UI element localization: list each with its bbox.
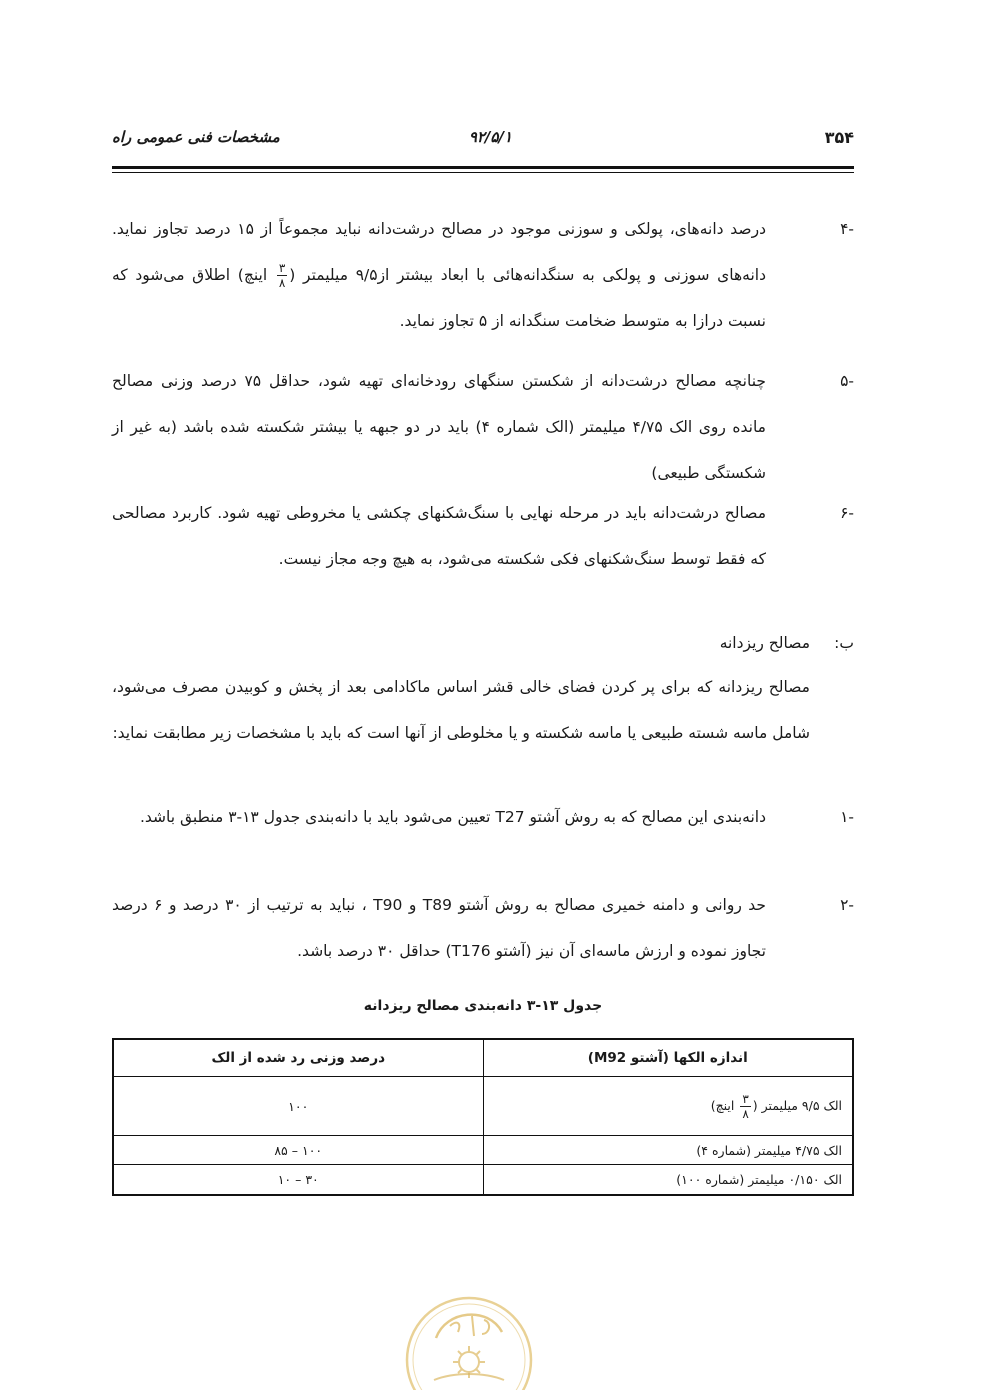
table-row bbox=[113, 1165, 853, 1196]
list-item bbox=[112, 794, 854, 840]
table-row bbox=[113, 1136, 853, 1165]
table-row bbox=[113, 1077, 853, 1136]
item-text: حد روانی و دامنه خمیری مصالح به روش آشتو T89 و T90 ، نباید به ترتیب از ۳۰ درصد و ۶ درصد تجاوز نموده و ارزش ماسه‌ای آن نیز (آشتو T176) حداقل ۳۰ درصد باشد. bbox=[112, 896, 766, 960]
item-text: دانه‌بندی این مصالح که به روش آشتو T27 تعیین می‌شود باید با دانه‌بندی جدول ۱۳-۳ منطبق باشد. bbox=[139, 808, 766, 826]
item-number: -۲ bbox=[840, 896, 854, 914]
column-header-passing: درصد وزنی رد شده از الک bbox=[113, 1039, 483, 1077]
passing-cell: ۱۰۰ – ۸۵ bbox=[113, 1136, 483, 1165]
passing-cell: ۳۰ – ۱۰ bbox=[113, 1165, 483, 1196]
header-rule-thick bbox=[112, 166, 854, 169]
passing-cell: ۱۰۰ bbox=[113, 1077, 483, 1136]
list-item bbox=[112, 490, 854, 582]
item-number: -۵ bbox=[840, 372, 854, 390]
header-rule-thin bbox=[112, 172, 854, 173]
section-heading bbox=[112, 620, 854, 666]
table-caption: جدول ۱۳-۳ دانه‌بندی مصالح ریزدانه bbox=[363, 998, 603, 1014]
sieve-cell: الک ۴/۷۵ میلیمتر (شماره ۴) bbox=[483, 1136, 853, 1165]
gradation-table bbox=[112, 1038, 854, 1196]
section-label: ب: bbox=[834, 634, 854, 652]
list-item bbox=[112, 358, 854, 496]
item-text: درصد دانه‌های، پولکی و سوزنی موجود در مصالح درشت‌دانه نباید مجموعاً از ۱۵ درصد تجاوز نماید. دانه‌های سوزنی و پولکی به سنگدانه‌هائی با ابعاد بیشتر از۹/۵ میلیمتر ( $\frac{۳}{۸}$ اینچ) اطلاق می‌شود که نسبت درازا به متوسط ضخامت سنگدانه از ۵ تجاوز نماید. bbox=[112, 220, 766, 330]
item-number: -۱ bbox=[840, 808, 854, 826]
sieve-cell: الک ۹/۵ میلیمتر ( $\frac{۳}{۸}$ اینچ) bbox=[483, 1077, 853, 1136]
table-header-row bbox=[113, 1039, 853, 1077]
list-item bbox=[112, 206, 854, 344]
item-number: -۶ bbox=[840, 504, 854, 522]
column-header-sieve: اندازه الکها (آشتو M92) bbox=[483, 1039, 853, 1077]
section-title: مصالح ریزدانه bbox=[719, 634, 810, 652]
fraction: $\frac{۳}{۸}$ bbox=[742, 1091, 749, 1121]
publisher-seal-icon bbox=[398, 1280, 540, 1390]
item-text: چنانچه مصالح درشت‌دانه از شکستن سنگهای رودخانه‌ای تهیه شود، حداقل ۷۵ درصد وزنی مصالح مانده روی الک ۴/۷۵ میلیمتر (الک شماره ۴) باید در دو جبهه یا بیشتر شکسته شده باشد (به غیر از شکستگی طبیعی) bbox=[112, 372, 766, 482]
list-item bbox=[112, 882, 854, 974]
header-title: مشخصات فنی عمومی راه bbox=[112, 128, 280, 146]
header-date: ۹۲/۵/۱ bbox=[468, 128, 512, 146]
page-header bbox=[112, 128, 854, 158]
item-number: -۴ bbox=[840, 220, 854, 238]
section-intro: مصالح ریزدانه که برای پر کردن فضای خالی قشر اساس ماکادامی بعد از پخش و کوبیدن مصرف می‌شود، شامل ماسه شسته طبیعی یا ماسه شکسته و یا مخلوطی از آنها است که باید با مشخصات زیر مطابقت نماید: bbox=[112, 678, 810, 742]
fraction: $\frac{۳}{۸}$ bbox=[278, 261, 286, 290]
item-text: مصالح درشت‌دانه باید در مرحله نهایی با سنگ‌شکنهای چکشی یا مخروطی تهیه شود. کاربرد مصالحی که فقط توسط سنگ‌شکنهای فکی شکسته می‌شود، به هیچ وجه مجاز نیست. bbox=[112, 504, 766, 568]
page-number: ۳۵۴ bbox=[824, 128, 854, 147]
sieve-cell: الک ۰/۱۵۰ میلیمتر (شماره ۱۰۰) bbox=[483, 1165, 853, 1196]
